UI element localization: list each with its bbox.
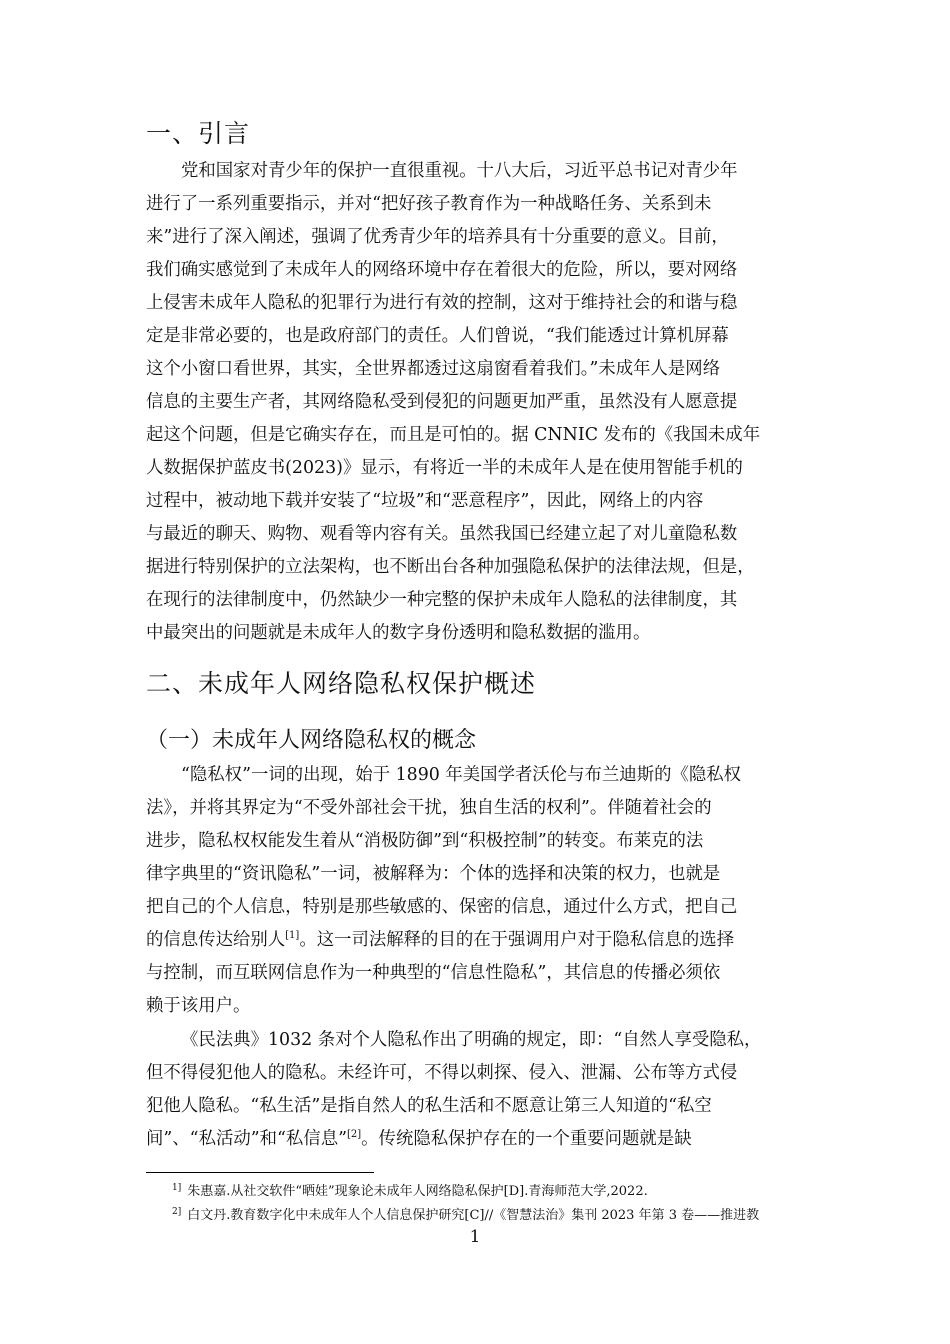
text-line: 定是非常必要的，也是政府部门的责任。人们曾说，“我们能透过计算机屏幕 [146,326,729,346]
text-line: 赖于该用户。 [146,996,251,1016]
text-line: 与最近的聊天、购物、观看等内容有关。虽然我国已经建立起了对儿童隐私数 [146,524,738,544]
text-line: 人数据保护蓝皮书(2023)》显示，有将近一半的未成年人是在使用智能手机的 [146,458,743,478]
subsection-heading-concept: （一）未成年人网络隐私权的概念 [146,728,477,753]
section-heading-introduction: 一、引言 [146,119,251,148]
text-line: 法》，并将其界定为“不受外部社会干扰，独自生活的权利”。伴随着社会的 [146,798,712,818]
footnote-reference[interactable]: [2] [346,1129,362,1141]
page-number: 1 [469,1227,481,1247]
text-line [146,924,806,957]
concept-paragraph-1 [146,759,806,1023]
footnote-reference[interactable]: [1] [285,930,300,942]
footnote-text: 白文丹.教育数字化中未成年人个人信息保护研究[C]//《智慧法治》集刊 2023 年第 3 卷——推进教 [187,1208,760,1223]
text-segment: 的信息传达给别人 [146,930,286,950]
text-line: 上侵害未成年人隐私的犯罪行为进行有效的控制，这对于维持社会的和谐与稳 [146,293,738,313]
text-line: 我们确实感觉到了未成年人的网络环境中存在着很大的危险，所以，要对网络 [146,260,738,280]
text-line: “隐私权”一词的出现，始于 1890 年美国学者沃伦与布兰迪斯的《隐私权 [181,765,742,785]
text-segment: 间”、“私活动”和“私信息” [146,1129,347,1149]
text-line: 《民法典》1032 条对个人隐私作出了明确的规定，即：“自然人享受隐私， [181,1030,762,1050]
text-line: 但不得侵犯他人的隐私。未经许可，不得以刺探、侵入、泄漏、公布等方式侵 [146,1063,738,1083]
footnote-marker: 2] [172,1206,182,1217]
footnote-text: 朱惠嘉.从社交软件“晒娃”现象论未成年人网络隐私保护[D].青海师范大学,2022. [187,1184,648,1199]
text-line: 这个小窗口看世界，其实，全世界都透过这扇窗看着我们。”未成年人是网络 [146,359,721,379]
text-line: 进行了一系列重要指示，并对“把好孩子教育作为一种战略任务、关系到未 [146,194,712,214]
introduction-paragraph [146,155,806,650]
section-heading-overview: 二、未成年人网络隐私权保护概述 [146,669,537,698]
text-line: 信息的主要生产者，其网络隐私受到侵犯的问题更加严重，虽然没有人愿意提 [146,392,738,412]
text-line: 起这个问题，但是它确实存在，而且是可怕的。据 CNNIC 发布的《我国未成年 [146,425,761,445]
text-segment: 。传统隐私保护存在的一个重要问题就是缺 [361,1129,692,1149]
text-line: 中最突出的问题就是未成年人的数字身份透明和隐私数据的滥用。 [146,623,651,643]
footnote-1 [172,1183,648,1201]
text-line: 与控制，而互联网信息作为一种典型的“信息性隐私”，其信息的传播必须依 [146,963,721,983]
text-line [146,1123,806,1156]
footnote-2 [172,1207,759,1225]
text-line: 在现行的法律制度中，仍然缺少一种完整的保护未成年人隐私的法律制度，其 [146,590,738,610]
text-line: 进步，隐私权权能发生着从“消极防御”到“积极控制”的转变。布莱克的法 [146,831,704,851]
footnote-marker: 1] [172,1182,182,1193]
text-line: 过程中，被动地下载并安装了“垃圾”和“恶意程序”，因此，网络上的内容 [146,491,704,511]
text-line: 律字典里的“资讯隐私”一词，被解释为：个体的选择和决策的权力，也就是 [146,864,721,884]
text-line: 据进行特别保护的立法架构，也不断出台各种加强隐私保护的法律法规，但是， [146,557,755,577]
text-line: 把自己的个人信息，特别是那些敏感的、保密的信息，通过什么方式，把自己 [146,897,738,917]
text-segment: 。这一司法解释的目的在于强调用户对于隐私信息的选择 [299,930,735,950]
concept-paragraph-2 [146,1024,806,1156]
text-line: 来”进行了深入阐述，强调了优秀青少年的培养具有十分重要的意义。目前， [146,227,729,247]
footnote-separator [146,1172,374,1173]
text-line: 党和国家对青少年的保护一直很重视。十八大后，习近平总书记对青少年 [181,161,738,181]
text-line: 犯他人隐私。“私生活”是指自然人的私生活和不愿意让第三人知道的“私空 [146,1096,712,1116]
